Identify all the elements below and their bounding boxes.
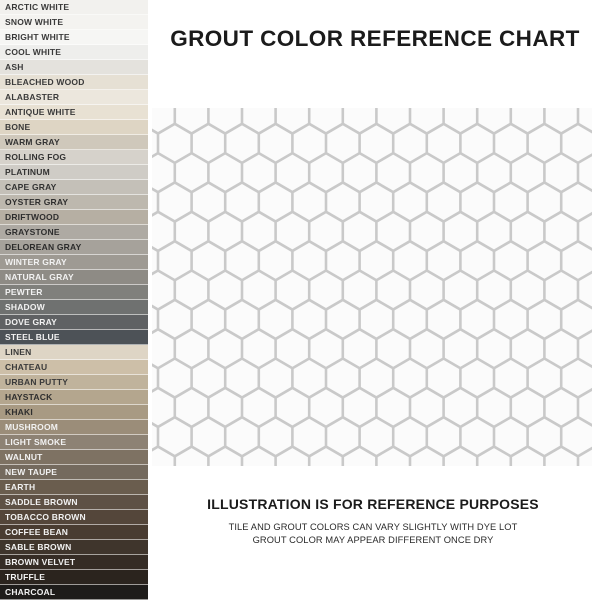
page-title: GROUT COLOR REFERENCE CHART	[170, 26, 580, 51]
swatch-label: MUSHROOM	[5, 421, 59, 432]
swatch-label: ASH	[5, 61, 24, 72]
swatch-row[interactable]	[0, 480, 148, 495]
swatch-row[interactable]	[0, 105, 148, 120]
swatch-row[interactable]	[0, 135, 148, 150]
swatch-column	[0, 0, 148, 600]
swatch-color-chip	[102, 435, 148, 449]
swatch-label: EARTH	[5, 481, 36, 492]
swatch-label: DOVE GRAY	[5, 316, 58, 327]
swatch-color-chip	[102, 315, 148, 329]
swatch-row[interactable]	[0, 90, 148, 105]
swatch-row[interactable]	[0, 300, 148, 315]
swatch-color-chip	[102, 300, 148, 314]
swatch-color-chip	[102, 285, 148, 299]
swatch-label: ALABASTER	[5, 91, 60, 102]
swatch-color-chip	[102, 30, 148, 44]
swatch-color-chip	[102, 45, 148, 59]
swatch-label: NEW TAUPE	[5, 466, 58, 477]
swatch-label: TRUFFLE	[5, 571, 46, 582]
swatch-label: LIGHT SMOKE	[5, 436, 67, 447]
swatch-label: ANTIQUE WHITE	[5, 106, 76, 117]
swatch-color-chip	[102, 540, 148, 554]
footer-disclaimer-line-1: TILE AND GROUT COLORS CAN VARY SLIGHTLY WITH DYE LOT	[228, 522, 518, 532]
swatch-label: TOBACCO BROWN	[5, 511, 86, 522]
swatch-color-chip	[102, 255, 148, 269]
swatch-color-chip	[102, 165, 148, 179]
swatch-label: CHATEAU	[5, 361, 48, 372]
swatch-label: COOL WHITE	[5, 46, 62, 57]
swatch-row[interactable]	[0, 420, 148, 435]
swatch-row[interactable]	[0, 330, 148, 345]
swatch-row[interactable]	[0, 570, 148, 585]
swatch-color-chip	[102, 375, 148, 389]
swatch-row[interactable]	[0, 465, 148, 480]
swatch-color-chip	[102, 390, 148, 404]
swatch-label: KHAKI	[5, 406, 33, 417]
swatch-row[interactable]	[0, 435, 148, 450]
swatch-label: PLATINUM	[5, 166, 50, 177]
swatch-row[interactable]	[0, 225, 148, 240]
swatch-row[interactable]	[0, 405, 148, 420]
swatch-color-chip	[102, 270, 148, 284]
mosaic-edge-mask	[152, 466, 594, 470]
swatch-label: NATURAL GRAY	[5, 271, 74, 282]
swatch-row[interactable]	[0, 285, 148, 300]
swatch-label: GRAYSTONE	[5, 226, 60, 237]
swatch-row[interactable]	[0, 195, 148, 210]
swatch-label: HAYSTACK	[5, 391, 53, 402]
swatch-label: WARM GRAY	[5, 136, 60, 147]
swatch-row[interactable]	[0, 345, 148, 360]
swatch-row[interactable]	[0, 375, 148, 390]
swatch-color-chip	[102, 240, 148, 254]
swatch-row[interactable]	[0, 540, 148, 555]
swatch-label: ARCTIC WHITE	[5, 1, 70, 12]
swatch-row[interactable]	[0, 0, 148, 15]
swatch-color-chip	[102, 120, 148, 134]
swatch-row[interactable]	[0, 555, 148, 570]
swatch-label: BONE	[5, 121, 31, 132]
swatch-color-chip	[102, 210, 148, 224]
swatch-row[interactable]	[0, 315, 148, 330]
swatch-label: SHADOW	[5, 301, 45, 312]
swatch-row[interactable]	[0, 360, 148, 375]
swatch-color-chip	[102, 555, 148, 569]
swatch-label: COFFEE BEAN	[5, 526, 69, 537]
swatch-label: SADDLE BROWN	[5, 496, 78, 507]
swatch-row[interactable]	[0, 150, 148, 165]
swatch-row[interactable]	[0, 510, 148, 525]
swatch-label: PEWTER	[5, 286, 43, 297]
footer-disclaimer-line-2: GROUT COLOR MAY APPEAR DIFFERENT ONCE DRY	[252, 535, 494, 546]
swatch-color-chip	[102, 180, 148, 194]
swatch-row[interactable]	[0, 495, 148, 510]
swatch-label: URBAN PUTTY	[5, 376, 69, 387]
swatch-label: DELOREAN GRAY	[5, 241, 82, 252]
swatch-color-chip	[102, 360, 148, 374]
swatch-color-chip	[102, 135, 148, 149]
swatch-color-chip	[102, 225, 148, 239]
swatch-label: DRIFTWOOD	[5, 211, 60, 222]
swatch-color-chip	[102, 480, 148, 494]
swatch-row[interactable]	[0, 30, 148, 45]
swatch-color-chip	[102, 15, 148, 29]
swatch-color-chip	[102, 60, 148, 74]
footer-headline: ILLUSTRATION IS FOR REFERENCE PURPOSES	[207, 496, 539, 512]
swatch-row[interactable]	[0, 390, 148, 405]
swatch-color-chip	[102, 525, 148, 539]
mosaic-edge-mask	[592, 108, 594, 470]
swatch-color-chip	[102, 345, 148, 359]
swatch-color-chip	[102, 570, 148, 584]
swatch-label: LINEN	[5, 346, 32, 357]
swatch-color-chip	[102, 420, 148, 434]
swatch-color-chip	[102, 195, 148, 209]
footer-notes	[152, 496, 594, 548]
swatch-color-chip	[102, 510, 148, 524]
hexagon-tile-illustration	[152, 108, 594, 470]
swatch-label: CHARCOAL	[5, 586, 56, 597]
swatch-label: STEEL BLUE	[5, 331, 60, 342]
swatch-label: BLEACHED WOOD	[5, 76, 85, 87]
swatch-label: BROWN VELVET	[5, 556, 76, 567]
swatch-label: CAPE GRAY	[5, 181, 57, 192]
swatch-color-chip	[102, 75, 148, 89]
swatch-row[interactable]	[0, 255, 148, 270]
swatch-row[interactable]	[0, 450, 148, 465]
swatch-row[interactable]	[0, 165, 148, 180]
swatch-label: OYSTER GRAY	[5, 196, 69, 207]
swatch-color-chip	[102, 0, 148, 14]
swatch-label: WALNUT	[5, 451, 43, 462]
swatch-row[interactable]	[0, 60, 148, 75]
swatch-color-chip	[102, 585, 148, 599]
swatch-color-chip	[102, 330, 148, 344]
swatch-row[interactable]	[0, 525, 148, 540]
swatch-color-chip	[102, 465, 148, 479]
swatch-row[interactable]	[0, 270, 148, 285]
swatch-row[interactable]	[0, 240, 148, 255]
swatch-label: SABLE BROWN	[5, 541, 72, 552]
swatch-color-chip	[102, 405, 148, 419]
swatch-color-chip	[102, 450, 148, 464]
swatch-label: SNOW WHITE	[5, 16, 64, 27]
swatch-row[interactable]	[0, 45, 148, 60]
swatch-row[interactable]	[0, 585, 148, 600]
swatch-color-chip	[102, 105, 148, 119]
swatch-color-chip	[102, 495, 148, 509]
swatch-row[interactable]	[0, 15, 148, 30]
swatch-label: WINTER GRAY	[5, 256, 67, 267]
hexagon-mosaic-svg	[152, 108, 594, 470]
swatch-row[interactable]	[0, 210, 148, 225]
swatch-color-chip	[102, 90, 148, 104]
swatch-row[interactable]	[0, 180, 148, 195]
swatch-color-chip	[102, 150, 148, 164]
swatch-row[interactable]	[0, 75, 148, 90]
swatch-row[interactable]	[0, 120, 148, 135]
swatch-label: ROLLING FOG	[5, 151, 67, 162]
swatch-label: BRIGHT WHITE	[5, 31, 70, 42]
